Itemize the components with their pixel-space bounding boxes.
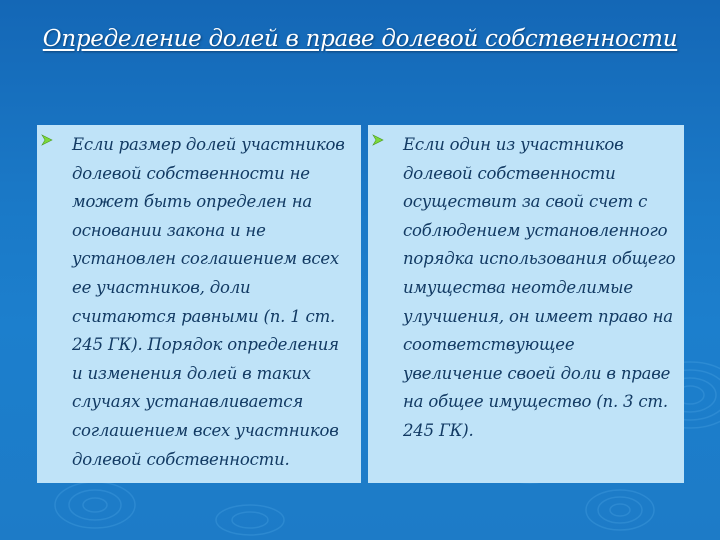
arrow-bullet-icon — [372, 134, 384, 146]
right-bullet-text: Если один из участников долевой собственности осуществит за свой счет с соблюдением установленного порядка использования общего имущества неотделимые улучшения, он имеет право на соответствующее увеличение своей доли в праве на общее имущество (п. 3 ст. 245 ГК). — [403, 135, 676, 440]
slide-title: Определение долей в праве долевой собственности — [42, 26, 678, 52]
arrow-bullet-icon — [41, 134, 53, 146]
left-text-panel — [37, 125, 361, 483]
right-text-panel — [368, 125, 684, 483]
left-bullet-text: Если размер долей участников долевой собственности не может быть определен на основании закона и не установлен соглашением всех ее участников, доли считаются равными (п. 1 ст. 245 ГК). Порядок определения и изменения долей в таких случаях устанавливается соглашением всех участников долевой собственности. — [72, 135, 345, 469]
